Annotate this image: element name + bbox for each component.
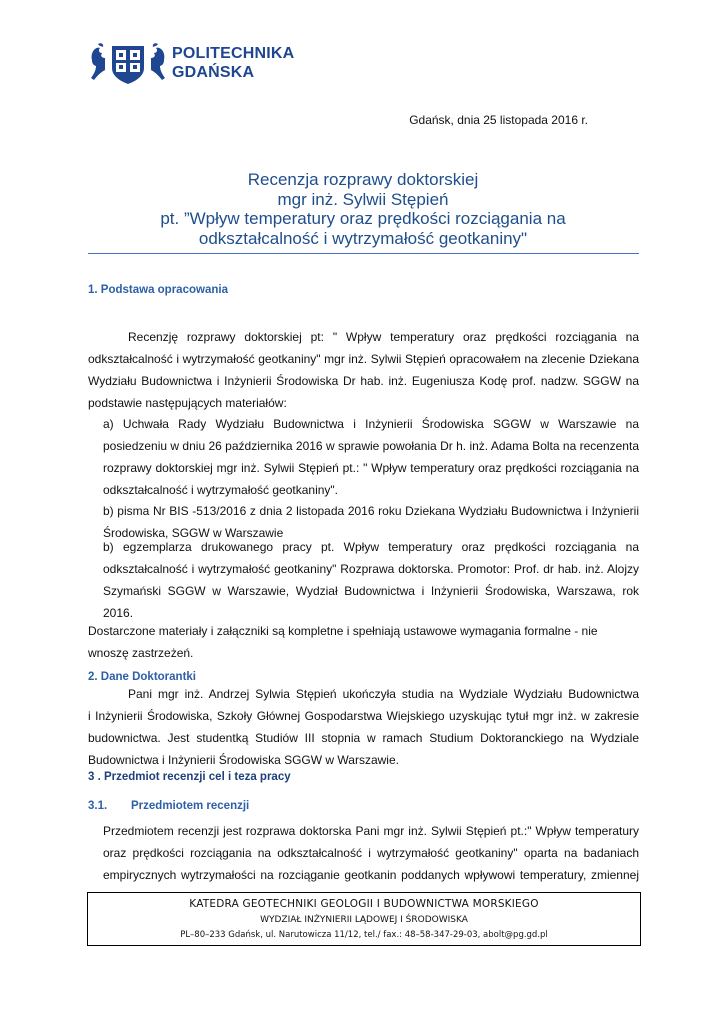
text-line: Dostarczone materiały i załączniki są kompletne i spełniają ustawowe wymagania formalne - nie [88,624,598,638]
footer-address: PL–80–233 Gdańsk, ul. Narutowicza 11/12, tel./ fax.: 48–58-347-29-03, abolt@pg.gd.pl [180,930,548,940]
text-line: posiedzeniu w dniu 26 października 2016 w sprawie powołania Dr h. inż. Adama Bolta na recenzenta [103,439,639,453]
logo-line1: POLITECHNIKA [172,45,295,62]
text-line: rozprawy doktorskiej mgr inż. Sylwii Stępień pt.: " Wpływ temperatury oraz prędkości rozciągania na [103,461,639,475]
section3-paragraph [103,820,639,886]
text-line: 2016. [103,606,134,620]
section2-paragraph [88,683,639,771]
university-logo [88,40,295,86]
section1-paragraph [88,326,639,414]
title-divider [88,253,639,254]
text-line: empirycznych wytrzymałości na rozciąganie geotkanin poddanych wpływowi temperatury, zmiennej [103,868,639,882]
text-line: Środowiska, SGGW w Warszawie [103,526,284,540]
section2-heading: 2. Dane Doktorantki [88,671,196,683]
document-date: Gdańsk, dnia 25 listopada 2016 r. [409,113,588,127]
text-line: oraz prędkości rozciągania na odkształcalność i wytrzymałość geotkaniny" oparta na badaniach [103,846,639,860]
text-line: Recenzję rozprawy doktorskiej pt: " Wpływ temperatury oraz prędkości rozciągania na [128,330,639,344]
document-title [88,170,638,248]
footer-faculty: WYDZIAŁ INŻYNIERII LĄDOWEJ I ŚRODOWISKA [260,915,468,925]
text-line: Przedmiotem recenzji jest rozprawa doktorska Pani mgr inż. Sylwii Stępień pt.:" Wpływ temperatury [103,824,639,838]
text-line: b) egzemplarza drukowanego pracy pt. Wpływ temperatury oraz prędkości rozciągania na [103,540,639,554]
section3-heading: 3 . Przedmiot recenzji cel i teza pracy [88,771,291,783]
list-item-a [103,413,639,501]
text-line: Wydziału Budownictwa i Inżynierii Środowiska Dr hab. inż. Eugeniusza Kodę prof. nadzw. SGGW na [88,374,639,388]
title-line1: Recenzja rozprawy doktorskiej [247,170,479,189]
text-line: odkształcalność i wytrzymałość geotkaniny". [103,483,339,497]
text-line: a) Uchwała Rady Wydziału Budownictwa i Inżynierii Środowiska SGGW w Warszawie na [103,417,639,431]
title-line3: pt. ”Wpływ temperatury oraz prędkości rozciągania na [160,209,566,228]
subsection-heading: Przedmiotem recenzji [131,800,250,812]
title-line4: odkształcalność i wytrzymałość geotkaniny" [198,228,528,248]
griffin-crest-icon [88,40,168,86]
text-line: odkształcalność i wytrzymałość geotkaniny" Rozprawa doktorska. Promotor: Prof. dr hab. inż. Alojzy [103,562,639,576]
text-line: i Inżynierii Środowiska, Szkoły Głównej Gospodarstwa Wiejskiego uzyskując tytuł mgr inż. w zakresie [88,709,639,723]
text-line: Budownictwa i Inżynierii Środowiska SGGW w Warszawie. [88,753,399,767]
text-line: podstawie następujących materiałów: [88,396,287,410]
list-item-b2 [103,536,639,624]
text-line: wnoszę zastrzeżeń. [88,646,194,660]
footer-department: KATEDRA GEOTECHNIKI GEOLOGII I BUDOWNICTWA MORSKIEGO [189,898,539,910]
page-footer [87,892,641,946]
text-line: budownictwa. Jest studentką Studiów III stopnia w ramach Studium Doktoranckiego na Wydziale [88,731,639,745]
text-line: Pani mgr inż. Andrzej Sylwia Stępień ukończyła studia na Wydziale Wydziału Budownictwa [128,687,639,701]
section1-heading: 1. Podstawa opracowania [88,284,228,296]
subsection-number: 3.1. [88,800,108,812]
title-line2: mgr inż. Sylwii Stępień [277,189,449,209]
logo-line2: GDAŃSKA [172,64,255,81]
logo-wordmark [172,44,294,82]
text-line: odkształcalność i wytrzymałość geotkaniny" mgr inż. Sylwii Stępień opracowałem na zlecenie Dziekana [88,352,639,366]
text-line: b) pisma Nr BIS -513/2016 z dnia 2 listopada 2016 roku Dziekana Wydziału Budownictwa i Inżynierii [103,504,639,518]
section1-closing [88,620,639,664]
text-line: Szymański SGGW w Warszawie, Wydział Budownictwa i Inżynierii Środowiska, Warszawa, rok [103,584,639,598]
